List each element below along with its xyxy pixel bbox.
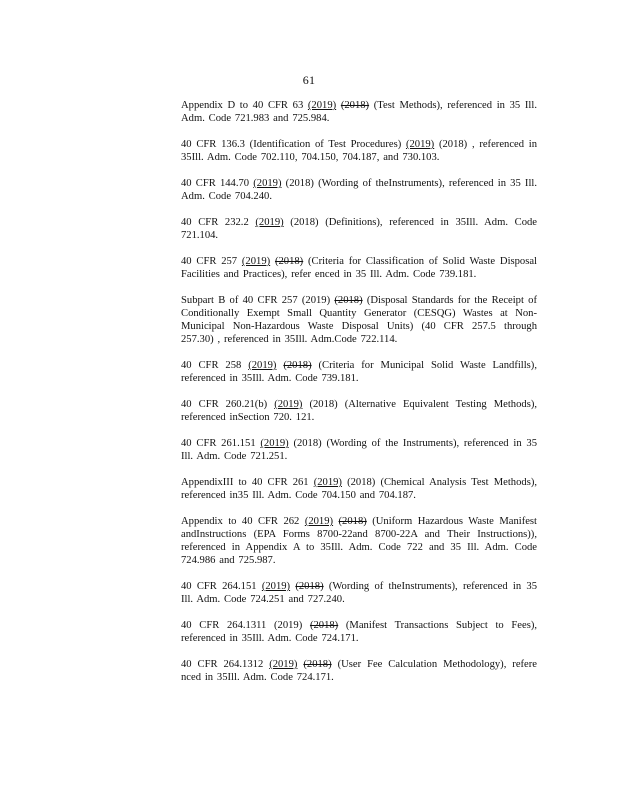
reference-text: 40 CFR 232.2 xyxy=(181,217,256,228)
reference-text: 40 CFR 257 xyxy=(181,256,242,267)
reference-text: 40 CFR 136.3 (Identification of Test Procedures) xyxy=(181,139,406,150)
reference-text: AppendixIII to 40 CFR 261 xyxy=(181,477,314,488)
reference-text: 40 CFR 144.70 xyxy=(181,178,254,189)
reference-text: (2018) (Definitions), referenced in 35Ill. Adm. Code 721.104. xyxy=(181,217,538,241)
reference-text: (2018) (Alternative Equivalent Testing Methods), referenced inSection 720. 121. xyxy=(181,399,537,423)
reference-entry xyxy=(181,99,537,125)
deleted-year: (2018) xyxy=(295,581,324,592)
added-year: (2019) xyxy=(261,581,291,592)
added-year: (2019) xyxy=(255,217,284,228)
reference-text: (2018) (Wording of theInstruments), referenced in 35 Ill. Adm. Code 704.240. xyxy=(181,178,537,202)
deleted-year: (2018) xyxy=(340,100,370,111)
reference-text: (2018) , referenced in 35Ill. Adm. Code 702.110, 704.150, 704.187, and 730.103. xyxy=(181,139,537,163)
reference-text: (2018) (Chemical Analysis Test Methods), referenced in35 Ill. Adm. Code 704.150 and 704.187. xyxy=(181,477,537,501)
reference-text: (Uniform Hazardous Waste Manifest andInstructions (EPA Forms 8700-22and 8700-22A and Their Instructions)), referenced in Appendix A to 35Ill. Adm. Code 722 and 35 Ill. Adm. Code 724.986 and 725.987. xyxy=(181,516,537,566)
reference-text: Appendix D to 40 CFR 63 xyxy=(181,100,308,111)
reference-text: (Criteria for Classification of Solid Waste Disposal Facilities and Practices), refer enced in 35 Ill. Adm. Code 739.181. xyxy=(181,256,537,280)
reference-entry xyxy=(181,359,537,385)
reference-entry xyxy=(181,177,537,203)
added-year: (2019) xyxy=(260,438,289,449)
reference-text: 40 CFR 260.21(b) xyxy=(181,399,275,410)
reference-entry xyxy=(181,138,537,164)
deleted-year: (2018) xyxy=(334,295,363,306)
reference-entry xyxy=(181,476,537,502)
reference-text: (User Fee Calculation Methodology), refere nced in 35Ill. Adm. Code 724.171. xyxy=(181,659,537,683)
added-year: (2019) xyxy=(304,516,334,527)
reference-text: 40 CFR 264.1312 xyxy=(181,659,270,670)
reference-entry xyxy=(181,398,537,424)
reference-text: 40 CFR 261.151 xyxy=(181,438,261,449)
reference-text: Subpart B of 40 CFR 257 (2019) xyxy=(181,295,335,306)
reference-text: 40 CFR 264.151 xyxy=(181,581,262,592)
reference-entry xyxy=(181,255,537,281)
added-year: (2019) xyxy=(241,256,271,267)
page-number: 61 xyxy=(302,73,316,87)
added-year: (2019) xyxy=(269,659,298,670)
deleted-year: (2018) xyxy=(309,620,339,631)
reference-entry xyxy=(181,619,537,645)
deleted-year: (2018) xyxy=(274,256,304,267)
reference-text: (Manifest Transactions Subject to Fees), referenced in 35Ill. Adm. Code 724.171. xyxy=(181,620,537,644)
reference-entry xyxy=(181,515,537,567)
added-year: (2019) xyxy=(248,360,277,371)
deleted-year: (2018) xyxy=(283,360,312,371)
reference-text: 40 CFR 258 xyxy=(181,360,249,371)
added-year: (2019) xyxy=(313,477,342,488)
reference-list xyxy=(181,99,537,697)
reference-text: (Wording of theInstruments), referenced in 35 Ill. Adm. Code 724.251 and 727.240. xyxy=(181,581,537,605)
reference-entry xyxy=(181,216,537,242)
reference-entry xyxy=(181,658,537,684)
reference-text: (Disposal Standards for the Receipt of Conditionally Exempt Small Quantity Generator (CESQG) Wastes at Non-Municipal Non-Hazardous Waste Disposal Units) (40 CFR 257.5 through 257.30) , referenced in 35Ill. Adm.Code 722.114. xyxy=(181,295,537,345)
reference-entry xyxy=(181,294,537,346)
added-year: (2019) xyxy=(405,139,435,150)
reference-text: 40 CFR 264.1311 (2019) xyxy=(181,620,310,631)
deleted-year: (2018) xyxy=(303,659,332,670)
reference-text: (Test Methods), referenced in 35 Ill. Adm. Code 721.983 and 725.984. xyxy=(181,100,537,124)
reference-text: (2018) (Wording of the Instruments), referenced in 35 Ill. Adm. Code 721.251. xyxy=(181,438,537,462)
reference-entry xyxy=(181,437,537,463)
added-year: (2019) xyxy=(253,178,282,189)
deleted-year: (2018) xyxy=(338,516,367,527)
added-year: (2019) xyxy=(274,399,303,410)
reference-entry xyxy=(181,580,537,606)
reference-text: (Criteria for Municipal Solid Waste Landfills), referenced in 35Ill. Adm. Code 739.181. xyxy=(181,360,537,384)
reference-text: Appendix to 40 CFR 262 xyxy=(181,516,305,527)
added-year: (2019) xyxy=(307,100,337,111)
